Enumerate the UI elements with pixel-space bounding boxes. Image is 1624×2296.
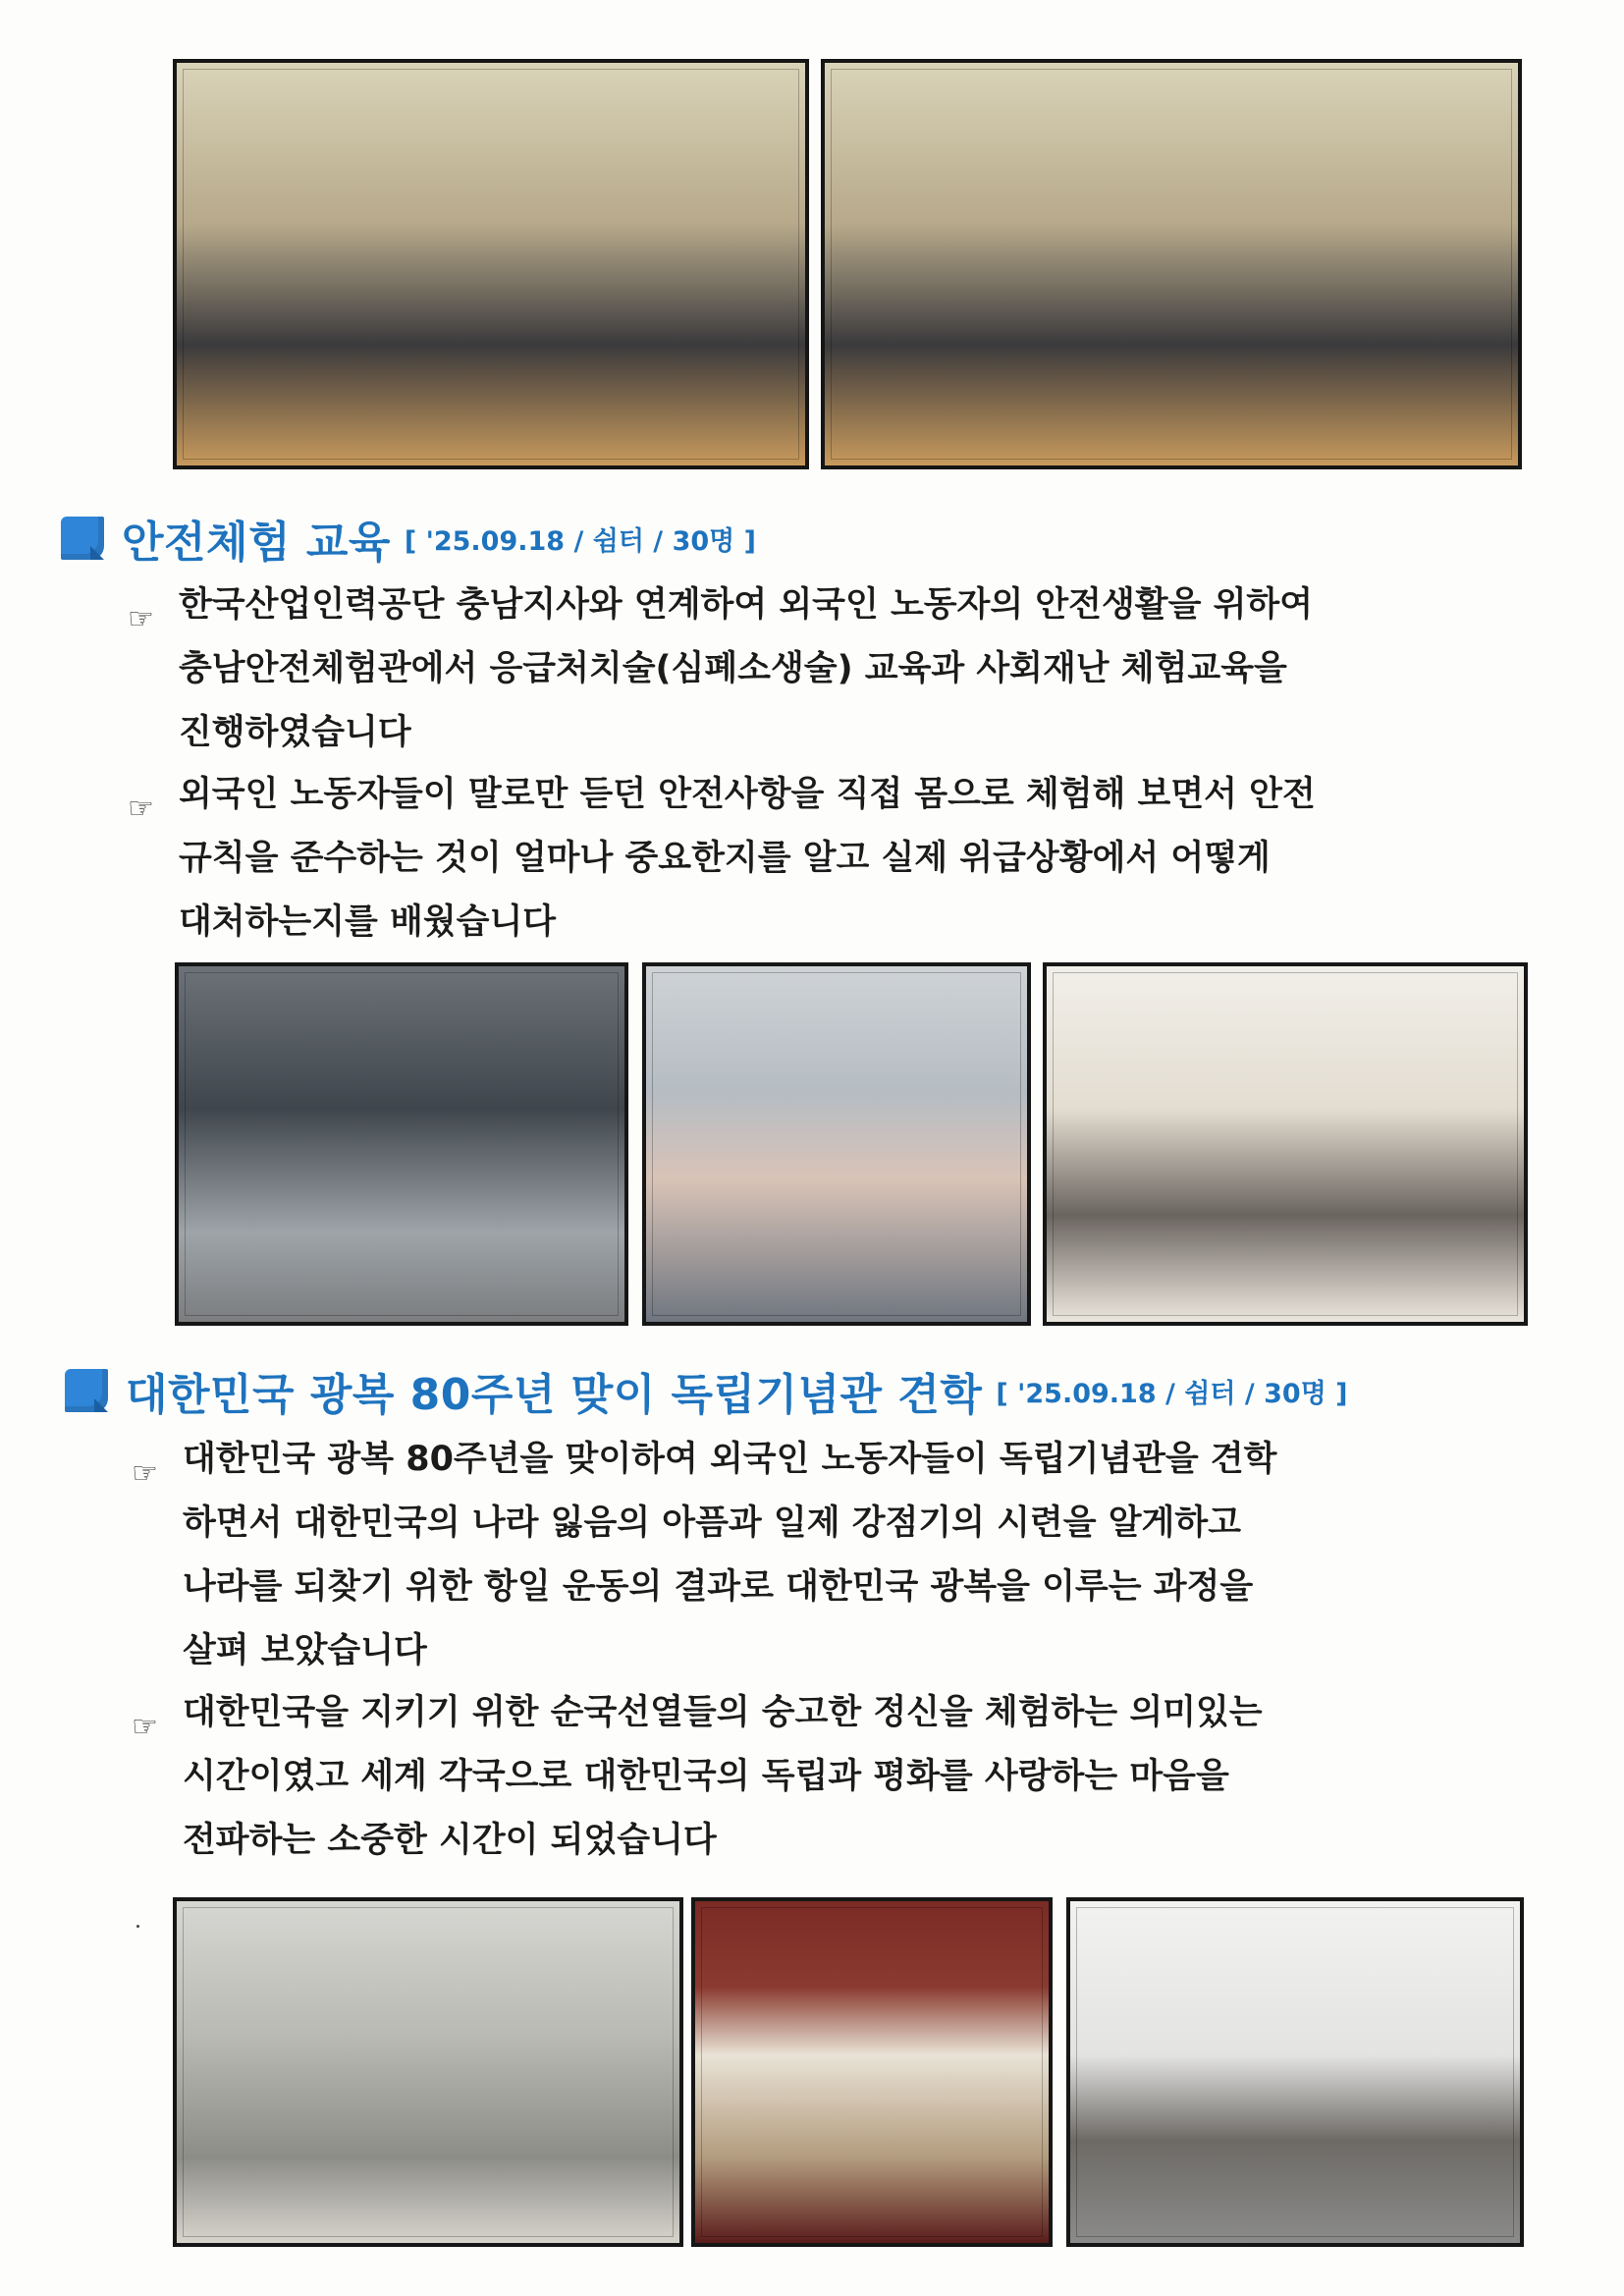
paragraph [128, 574, 1553, 765]
scan-speck [136, 1925, 139, 1928]
paragraph-line: 충남안전체험관에서 응급처치술(심폐소생술) 교육과 사회재난 체험교육을 [179, 649, 1287, 688]
section-meta: [ '25.09.18 / 쉼터 / 30명 ] [996, 1378, 1348, 1409]
paragraph-line: 나라를 되찾기 위한 항일 운동의 결과로 대한민국 광복을 이루는 과정을 [183, 1567, 1254, 1607]
pointing-hand-icon: ☞ [132, 1710, 158, 1744]
photo-classroom-right [821, 59, 1522, 469]
paragraph [132, 1681, 1557, 1873]
paragraph [128, 763, 1553, 955]
photo-statue-group [173, 1897, 683, 2247]
paragraph-line: 시간이였고 세계 각국으로 대한민국의 독립과 평화를 사랑하는 마음을 [183, 1757, 1229, 1796]
pointing-hand-icon: ☞ [128, 792, 154, 826]
section-title: 안전체험 교육 [122, 518, 391, 568]
photo-cpr-training [1043, 962, 1528, 1326]
section-heading-safety [61, 507, 756, 570]
paragraph-line: 한국산업인력공단 충남지사와 연계하여 외국인 노동자의 안전생활을 위하여 [179, 585, 1314, 625]
photo-group-wall [1066, 1897, 1524, 2247]
section-heading-independence-hall [65, 1359, 1348, 1422]
sticky-note-icon [65, 1369, 108, 1412]
section-title: 대한민국 광복 80주년 맞이 독립기념관 견학 [126, 1370, 983, 1420]
photo-memorial-display [691, 1897, 1053, 2247]
sticky-note-icon [61, 517, 104, 560]
section-meta: [ '25.09.18 / 쉼터 / 30명 ] [404, 525, 756, 557]
pointing-hand-icon: ☞ [132, 1456, 158, 1491]
paragraph-line: 진행하였습니다 [179, 713, 411, 752]
photo-classroom-left [173, 59, 809, 469]
paragraph-line: 외국인 노동자들이 말로만 듣던 안전사항을 직접 몸으로 체험해 보면서 안전 [179, 775, 1316, 814]
paragraph-line: 대한민국을 지키기 위한 순국선열들의 숭고한 정신을 체험하는 의미있는 [183, 1693, 1263, 1732]
paragraph-line: 대처하는지를 배웠습니다 [179, 902, 557, 942]
paragraph-line: 하면서 대한민국의 나라 잃음의 아픔과 일제 강점기의 시련을 알게하고 [183, 1503, 1241, 1543]
photo-fire-extinguisher [175, 962, 628, 1326]
paragraph-line: 살펴 보았습니다 [183, 1631, 427, 1670]
paragraph-line: 대한민국 광복 80주년을 맞이하여 외국인 노동자들이 독립기념관을 견학 [183, 1440, 1277, 1479]
paragraph-line: 규칙을 준수하는 것이 얼마나 중요한지를 알고 실제 위급상황에서 어떻게 [179, 839, 1271, 878]
paragraph [132, 1428, 1557, 1683]
photo-descent-training [642, 962, 1031, 1326]
paragraph-line: 전파하는 소중한 시간이 되었습니다 [183, 1821, 717, 1860]
pointing-hand-icon: ☞ [128, 602, 154, 636]
